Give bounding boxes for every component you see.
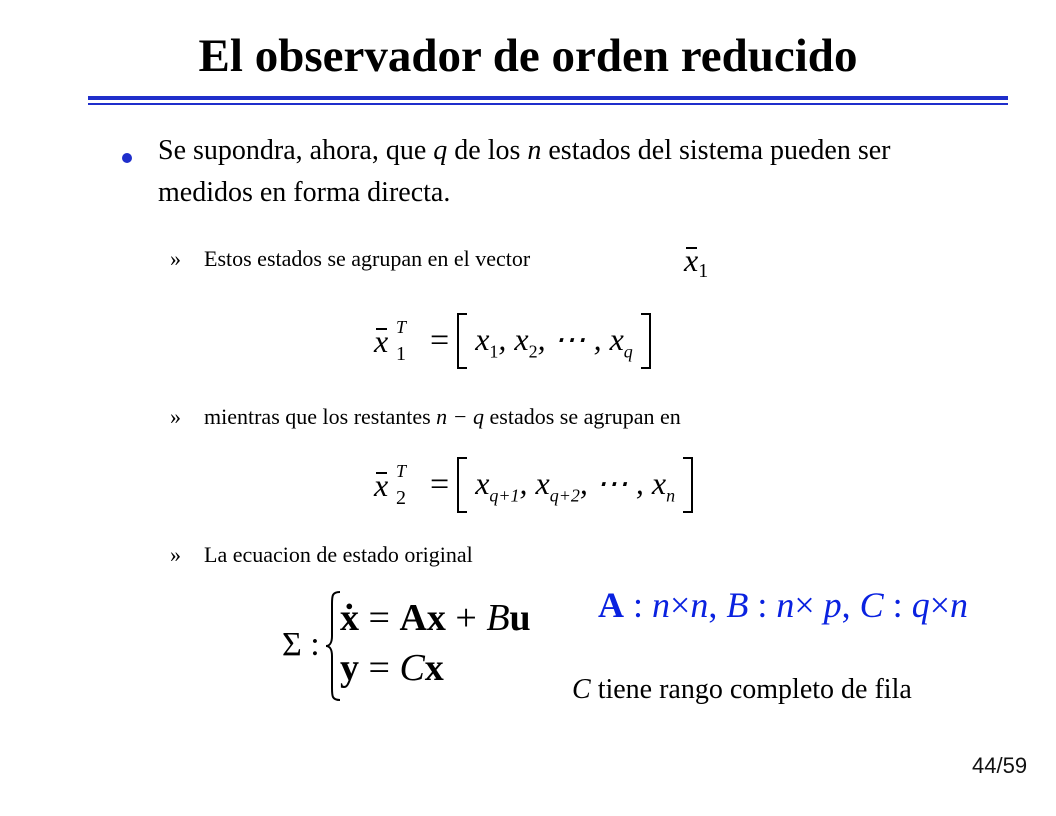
main-bullet-text: Se supondra, ahora, que q de los n estados del sistema pueden ser medidos en forma directa.	[158, 135, 891, 208]
page-number: 44/59	[972, 753, 1028, 778]
equation-x2-transpose: x T 2 = $x_{q+1}$, $x_{q+2}$, ⋯ , $x_n$	[372, 456, 697, 516]
subbullet-marker: »	[170, 404, 181, 429]
subbullet-1	[170, 244, 530, 274]
subbullet-3	[170, 540, 473, 570]
subbullet-marker: »	[170, 246, 181, 271]
equation-x1-transpose: x T 1 = $x_1$, $x_2$, ⋯ , $x_q$	[372, 312, 655, 368]
matrix-dimensions: A : n×n, B : n× p, C : q×n	[598, 585, 968, 625]
subbullet-text: La ecuacion de estado original	[204, 542, 473, 567]
state-space-system	[282, 590, 582, 706]
title-underline-thin	[88, 103, 1008, 105]
subbullet-marker: »	[170, 542, 181, 567]
right-bracket-icon	[679, 456, 697, 514]
rank-note: C tiene rango completo de fila	[572, 674, 912, 705]
slide-title: El observador de orden reducido	[198, 30, 858, 82]
state-equation: ẋ = Ax + Bu	[340, 597, 531, 639]
left-bracket-icon	[453, 312, 471, 370]
output-equation: y = Cx	[340, 647, 444, 689]
subbullet-2: » mientras que los restantes n − q estados se agrupan en	[170, 402, 681, 432]
vector-x1-inline: x1	[684, 242, 709, 282]
sigma-label: Σ :	[282, 626, 320, 663]
right-bracket-icon	[637, 312, 655, 370]
bullet-dot-icon	[122, 153, 132, 163]
title-underline-thick	[88, 96, 1008, 100]
subbullet-text: Estos estados se agrupan en el vector	[204, 246, 531, 271]
left-bracket-icon	[453, 456, 471, 514]
